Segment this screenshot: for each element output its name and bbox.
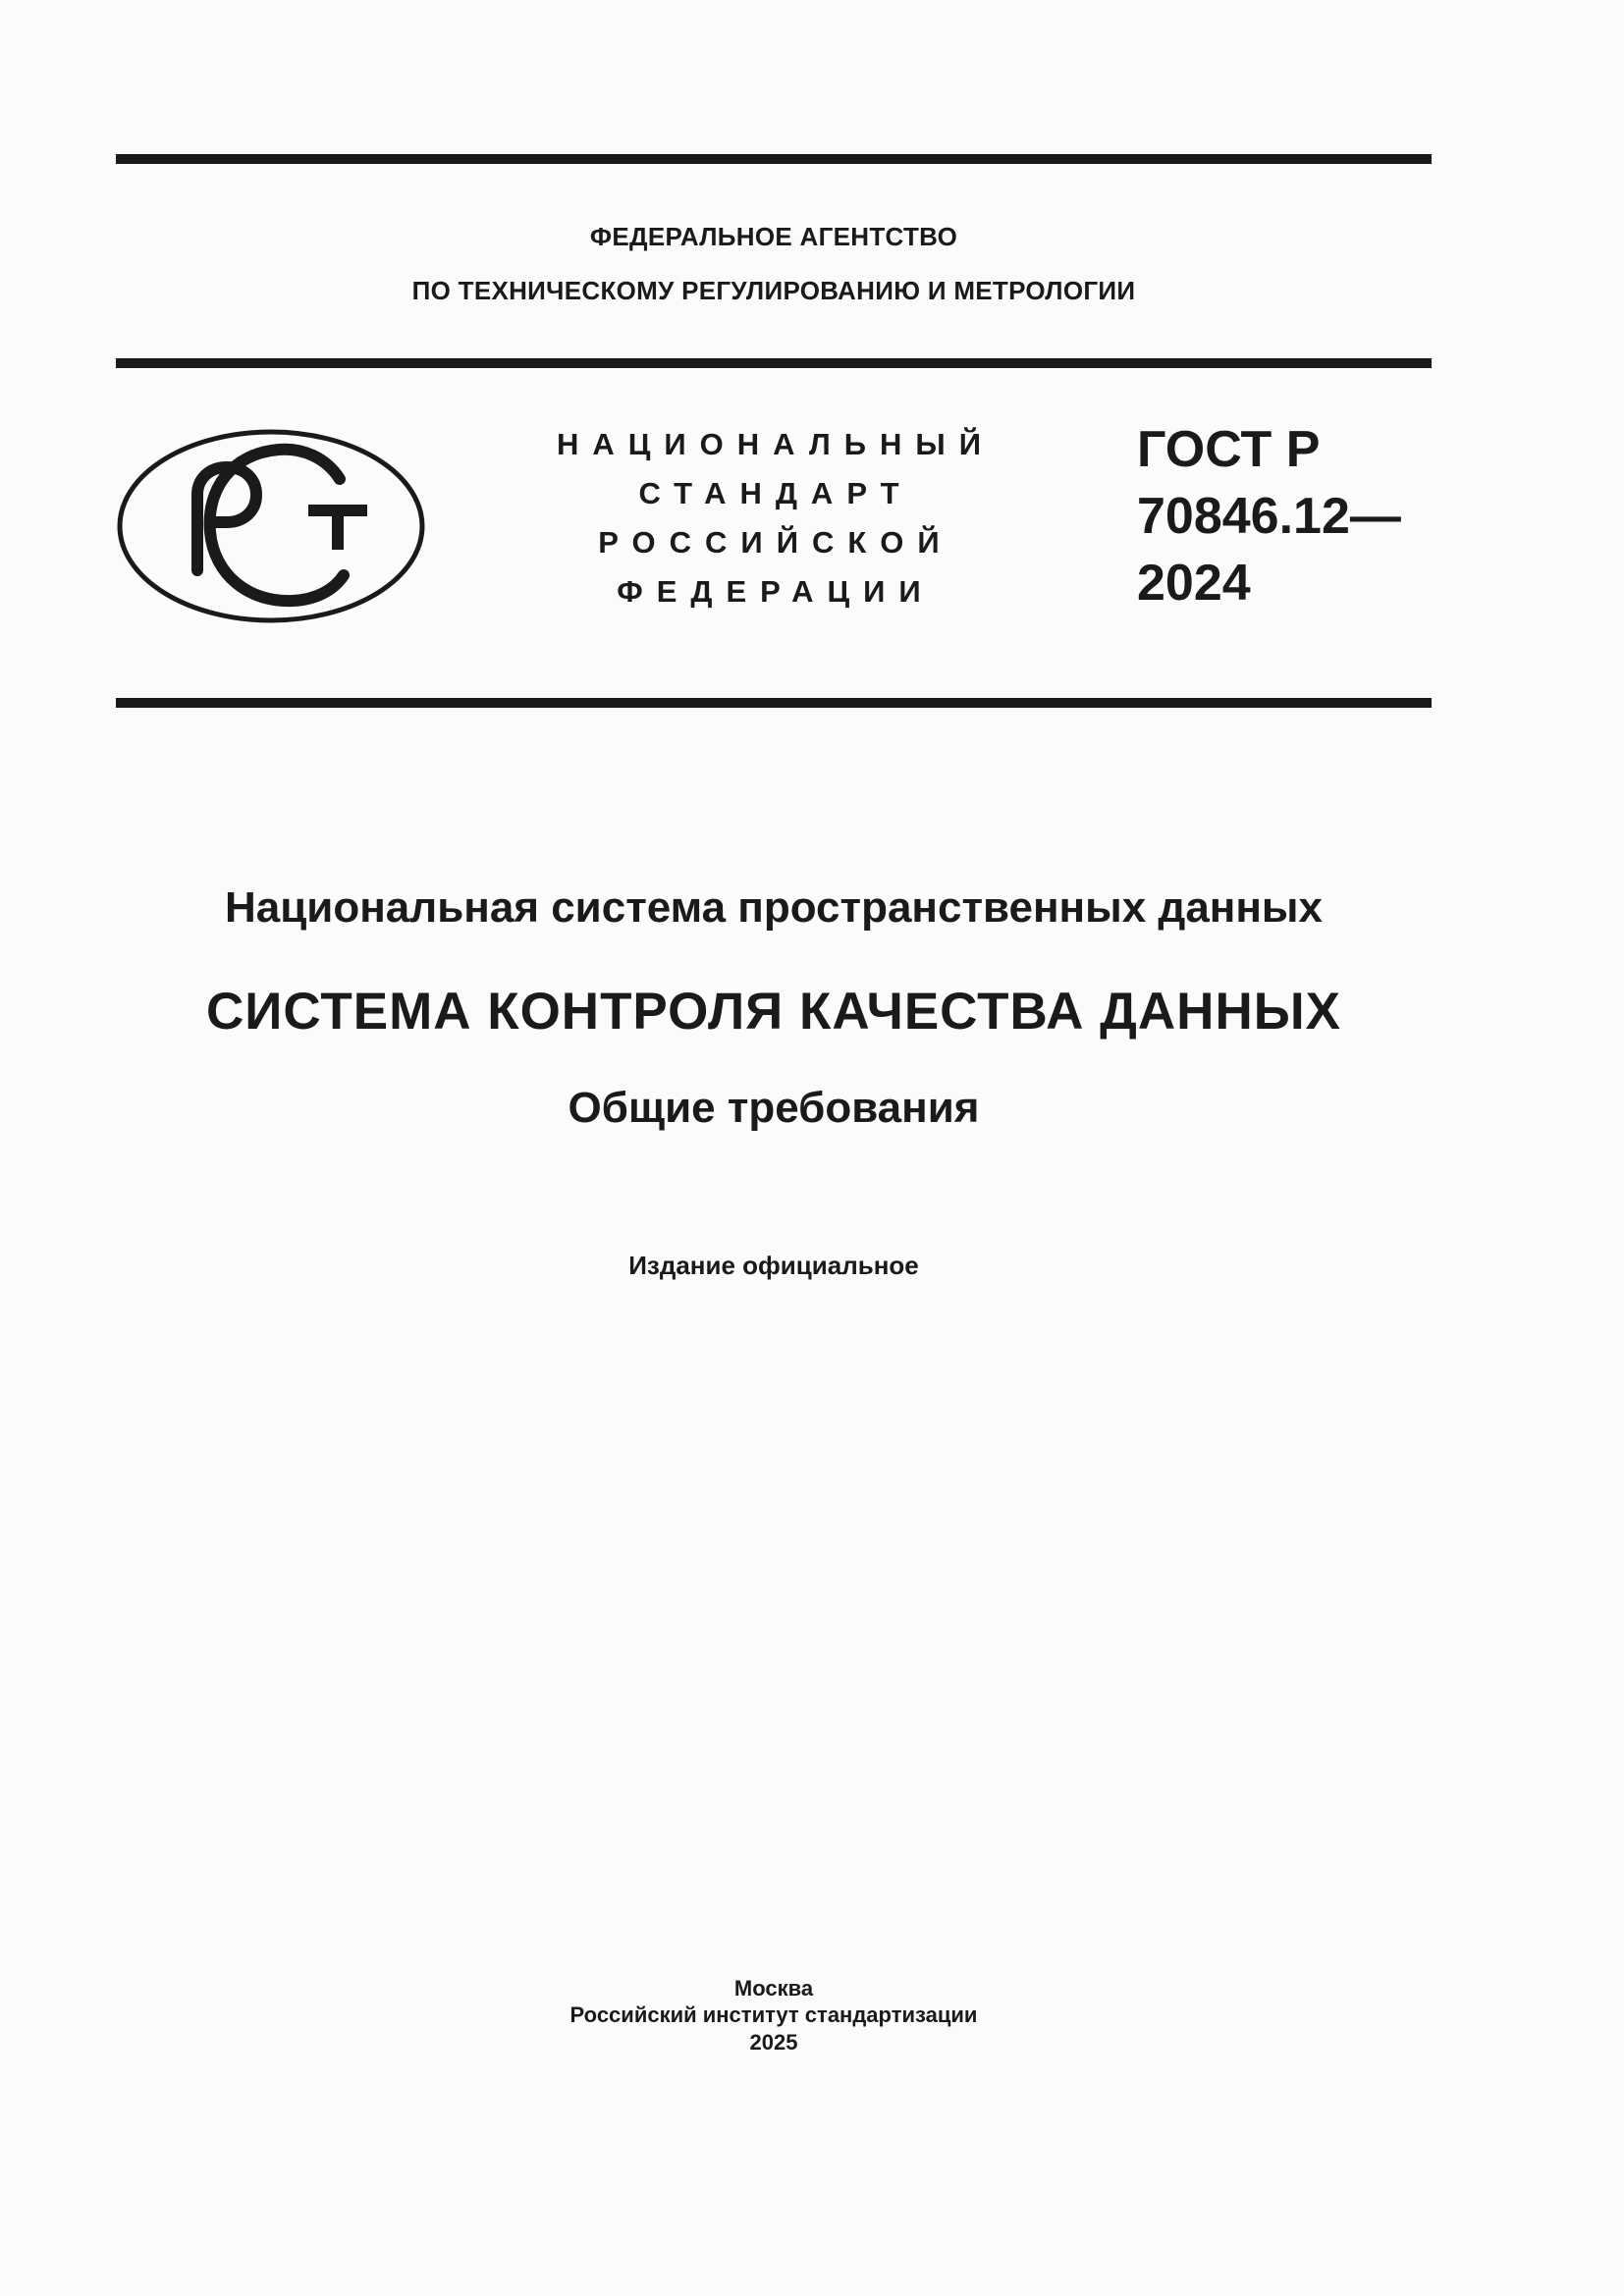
designation-line-2: 70846.12—	[1137, 488, 1401, 545]
title-main: СИСТЕМА КОНТРОЛЯ КАЧЕСТВА ДАННЫХ	[206, 983, 1341, 1041]
standard-type-line-2: СТАНДАРТ	[638, 476, 913, 510]
title-series: Национальная система пространственных данных	[225, 883, 1323, 932]
rst-logo-icon	[116, 428, 426, 624]
standard-type-line-4: ФЕДЕРАЦИИ	[617, 574, 935, 609]
designation-line-1: ГОСТ Р	[1137, 421, 1321, 478]
title-subtitle: Общие требования	[568, 1084, 980, 1132]
standard-type-line-1: НАЦИОНАЛЬНЫЙ	[556, 427, 996, 461]
standard-type-line-3: РОССИЙСКОЙ	[598, 525, 953, 560]
designation-rule	[116, 698, 1432, 708]
imprint-city: Москва	[733, 1976, 814, 2001]
edition-note: Издание официальное	[628, 1251, 919, 1280]
agency-line-2: ПО ТЕХНИЧЕСКОМУ РЕГУЛИРОВАНИЮ И МЕТРОЛОГИИ	[411, 276, 1136, 305]
top-rule	[116, 154, 1432, 164]
designation-line-3: 2024	[1137, 555, 1251, 612]
header-rule	[116, 358, 1432, 368]
imprint-year: 2025	[749, 2030, 798, 2055]
agency-line-1: ФЕДЕРАЛЬНОЕ АГЕНТСТВО	[589, 222, 958, 251]
imprint-publisher: Российский институт стандартизации	[569, 2002, 978, 2027]
